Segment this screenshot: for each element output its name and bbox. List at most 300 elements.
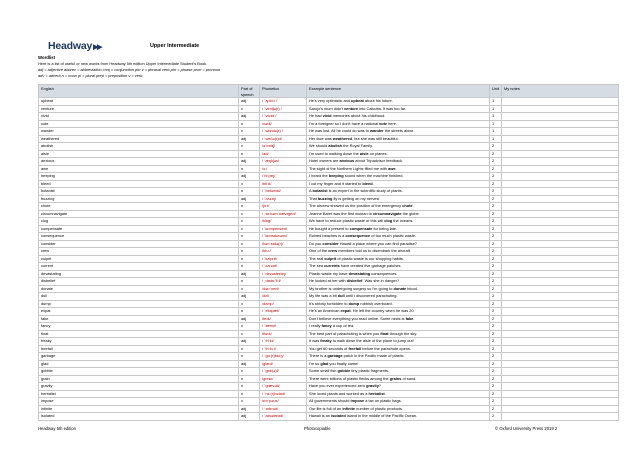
table-row <box>39 368 619 376</box>
example-text: A <box>309 188 313 194</box>
cell-example-sentence <box>307 113 490 121</box>
example-keyword: wander <box>370 128 384 134</box>
table-row <box>39 360 619 368</box>
example-text: Hotel owners are <box>309 158 340 164</box>
example-keyword: freaky <box>320 338 332 344</box>
cell-my-notes <box>502 270 619 278</box>
intro-block <box>38 55 618 79</box>
table-row <box>39 308 619 316</box>
table-row <box>39 98 619 106</box>
cell-example-sentence <box>307 278 490 286</box>
cell-unit: 2 <box>490 405 502 413</box>
example-text: the oceans. <box>392 218 414 224</box>
cell-my-notes <box>502 113 619 121</box>
cell-english-word: impose <box>39 398 239 406</box>
cell-my-notes <box>502 323 619 331</box>
cell-phonetics: / ˌdɪsbɪˈliːf/ <box>260 278 307 286</box>
example-text: One of the <box>309 248 329 254</box>
col-header-my-notes: My notes <box>502 85 619 98</box>
cell-example-sentence <box>307 330 490 338</box>
cell-phonetics: / ˈweðə(r)d/ <box>260 135 307 143</box>
example-text: into Calcutta. It was too far. <box>358 105 407 111</box>
col-header-example-sentence: Example sentence <box>307 85 490 98</box>
cell-my-notes <box>502 225 619 233</box>
cell-unit: 2 <box>490 293 502 301</box>
cell-part-of-speech: adj <box>239 173 260 181</box>
cell-phonetics: /dəʊˈneɪt/ <box>260 285 307 293</box>
example-text: members told us to disembark the aircraft. <box>337 248 411 254</box>
cell-unit: 2 <box>490 383 502 391</box>
cell-english-word: expat <box>39 308 239 316</box>
table-row <box>39 383 619 391</box>
example-keyword: donate <box>393 285 407 291</box>
cell-unit: 1 <box>490 128 502 136</box>
cell-part-of-speech: v <box>239 330 260 338</box>
cell-example-sentence <box>307 405 490 413</box>
cell-english-word: donate <box>39 285 239 293</box>
example-text: consequences. <box>370 270 398 276</box>
cell-english-word: glad <box>39 360 239 368</box>
example-keyword: isolated <box>331 413 346 419</box>
cell-phonetics: / ˈɡɑː(r)bɪdʒ/ <box>260 353 307 361</box>
example-keyword: vote <box>379 120 388 126</box>
example-keyword: garbage <box>327 353 343 359</box>
cell-example-sentence <box>307 293 490 301</box>
cell-my-notes <box>502 353 619 361</box>
cell-english-word: weathered <box>39 135 239 143</box>
table-row <box>39 240 619 248</box>
cell-example-sentence <box>307 255 490 263</box>
cell-unit: 2 <box>490 278 502 286</box>
table-row <box>39 285 619 293</box>
table-row <box>39 375 619 383</box>
example-text: He looked at her with <box>309 278 347 284</box>
example-keyword: impose <box>350 398 365 404</box>
cell-english-word: isolated <box>39 413 239 421</box>
example-keyword: dump <box>348 300 360 306</box>
cell-unit: 2 <box>490 218 502 226</box>
example-text: . <box>384 390 386 396</box>
table-row <box>39 323 619 331</box>
cell-part-of-speech: adj <box>239 413 260 421</box>
cell-english-word: vote <box>39 120 239 128</box>
cell-unit: 2 <box>490 285 502 293</box>
example-keyword: botanist <box>312 188 328 194</box>
abbreviations-line-1: adj = adjective abbrev = abbreviation conj = conjunction phr v = phrasal verb phr = phrase pron = pronoun <box>38 67 221 73</box>
cell-my-notes <box>502 308 619 316</box>
example-text: , but she was still beautiful. <box>352 135 399 141</box>
example-text: It's strictly forbidden to <box>309 300 349 306</box>
cell-example-sentence <box>307 248 490 256</box>
cell-english-word: chute <box>39 203 239 211</box>
cell-part-of-speech: v <box>239 368 260 376</box>
example-text: for being late. <box>372 225 398 231</box>
example-text: He's an American <box>309 308 341 314</box>
cell-unit: 2 <box>490 143 502 151</box>
table-row <box>39 278 619 286</box>
example-text: . <box>395 165 397 171</box>
cell-unit: 1 <box>490 120 502 128</box>
cell-english-word: current <box>39 263 239 271</box>
cell-english-word: fake <box>39 315 239 323</box>
cell-unit: 2 <box>490 180 502 188</box>
table-row <box>39 105 619 113</box>
cell-phonetics: /ɡreɪn/ <box>260 375 307 383</box>
cell-part-of-speech: adj <box>239 293 260 301</box>
cell-my-notes <box>502 330 619 338</box>
cell-part-of-speech: adj <box>239 315 260 323</box>
example-keyword: dull <box>337 293 345 299</box>
cell-part-of-speech: v <box>239 210 260 218</box>
table-row <box>39 270 619 278</box>
cell-english-word: herbalist <box>39 390 239 398</box>
cell-my-notes <box>502 255 619 263</box>
document-header <box>38 40 618 52</box>
table-row <box>39 263 619 271</box>
cell-example-sentence <box>307 375 490 383</box>
cell-phonetics: /ɔː/ <box>260 165 307 173</box>
example-text: I really <box>309 323 322 329</box>
cell-phonetics: / ˈɪnfɪnət/ <box>260 405 307 413</box>
cell-english-word: fancy <box>39 323 239 331</box>
wordlist-table-body <box>39 98 619 421</box>
cell-example-sentence <box>307 173 490 181</box>
cell-part-of-speech: n <box>239 278 260 286</box>
example-text: Her face was <box>309 135 333 141</box>
cell-part-of-speech: adj <box>239 405 260 413</box>
example-text: He was lost. All he could do was to <box>309 128 370 134</box>
cell-unit: 1 <box>490 135 502 143</box>
cell-english-word: grain <box>39 375 239 383</box>
example-text: I'm a foreigner so I don't have a national <box>309 120 380 126</box>
example-keyword: circumnavigate <box>373 210 402 216</box>
cell-example-sentence <box>307 323 490 331</box>
example-text: of too much plastic waste. <box>370 233 417 239</box>
example-text: We have to reduce plastic waste or this will <box>309 218 385 224</box>
cell-part-of-speech: n <box>239 263 260 271</box>
cell-part-of-speech: n <box>239 345 260 353</box>
cell-example-sentence <box>307 240 490 248</box>
example-text: about Tripadvisor feedback. <box>354 158 404 164</box>
cell-english-word: culprit <box>39 255 239 263</box>
table-row <box>39 315 619 323</box>
table-row <box>39 143 619 151</box>
example-text: It was <box>309 338 321 344</box>
footer-photocopiable: Photocopiable <box>304 426 331 431</box>
cell-phonetics: /fləʊt/ <box>260 330 307 338</box>
cell-english-word: gobble <box>39 368 239 376</box>
cell-phonetics: / ˈvɪvɪd / <box>260 113 307 121</box>
example-text: All governments should <box>309 398 351 404</box>
example-keyword: vivid <box>322 113 332 119</box>
headway-logo: Headway▶▶ <box>48 40 101 52</box>
table-row <box>39 413 619 421</box>
cell-example-sentence <box>307 180 490 188</box>
cell-unit: 2 <box>490 360 502 368</box>
cell-unit: 2 <box>490 233 502 241</box>
cell-english-word: garbage <box>39 353 239 361</box>
cell-part-of-speech: v <box>239 240 260 248</box>
table-header-row <box>39 85 619 98</box>
example-keyword: bleed <box>362 180 373 186</box>
col-header-part-of-speech: Part of speech <box>239 85 260 98</box>
cell-my-notes <box>502 135 619 143</box>
cell-example-sentence <box>307 225 490 233</box>
cell-phonetics: / ˈwɒndə(r) / <box>260 128 307 136</box>
cell-phonetics: / ˈʌpbiːt / <box>260 98 307 106</box>
example-text: Hawaii a place where you can find paradise? <box>338 240 417 246</box>
example-text: sound when the machine finished. <box>343 173 404 179</box>
cell-unit: 1 <box>490 113 502 121</box>
cell-part-of-speech: adj <box>239 135 260 143</box>
example-text: . Was she in danger? <box>362 278 400 284</box>
cell-part-of-speech: adj <box>239 338 260 346</box>
example-text: of sand. <box>401 375 417 381</box>
cell-example-sentence <box>307 383 490 391</box>
cell-example-sentence <box>307 210 490 218</box>
cell-english-word: anxious <box>39 158 239 166</box>
cell-example-sentence <box>307 158 490 166</box>
cell-part-of-speech: n <box>239 255 260 263</box>
cell-phonetics: / ˈkɒmpenseɪt/ <box>260 225 307 233</box>
example-keyword: beeping <box>328 173 344 179</box>
cell-unit: 2 <box>490 173 502 181</box>
cell-part-of-speech: n <box>239 390 260 398</box>
example-text: . He left the country when he was 20. <box>350 308 415 314</box>
cell-example-sentence <box>307 353 490 361</box>
cell-unit: 2 <box>490 300 502 308</box>
cell-my-notes <box>502 173 619 181</box>
cell-english-word: awe <box>39 165 239 173</box>
example-keyword: herbalist <box>368 390 385 396</box>
cell-example-sentence <box>307 263 490 271</box>
example-text: ? <box>378 383 382 389</box>
cell-my-notes <box>502 150 619 158</box>
cell-phonetics: /ɡlæd/ <box>260 360 307 368</box>
cell-phonetics: / ˈfriːki/ <box>260 338 307 346</box>
cell-example-sentence <box>307 150 490 158</box>
cell-english-word: wander <box>39 128 239 136</box>
cell-part-of-speech: v <box>239 218 260 226</box>
col-header-phonetics: Phonetics <box>260 85 307 98</box>
example-keyword: fancy <box>321 323 332 329</box>
wordlist-description: Here is a list of useful or new words from Headway 5th edition Upper Intermediate Student's Book. <box>38 61 208 67</box>
cell-example-sentence <box>307 398 490 406</box>
cell-part-of-speech: adj <box>239 360 260 368</box>
cell-my-notes <box>502 210 619 218</box>
example-text: fly is getting on my nerves! <box>332 195 380 201</box>
cell-unit: 2 <box>490 150 502 158</box>
cell-english-word: buzzing <box>39 195 239 203</box>
cell-phonetics: /feɪk/ <box>260 315 307 323</box>
cell-unit: 2 <box>490 203 502 211</box>
cell-example-sentence <box>307 135 490 143</box>
double-arrow-icon: ▶▶ <box>93 44 101 51</box>
example-keyword: chute <box>402 203 413 209</box>
cell-english-word: devastating <box>39 270 239 278</box>
table-row <box>39 248 619 256</box>
cell-my-notes <box>502 165 619 173</box>
example-text: Hawaii is an <box>309 413 332 419</box>
cell-english-word: consider <box>39 240 239 248</box>
cell-example-sentence <box>307 195 490 203</box>
example-text: is an expert in the scientific study of plants. <box>327 188 403 194</box>
example-keyword: fake <box>405 315 414 321</box>
example-keyword: gobble <box>337 368 351 374</box>
example-text: He's very optimistic and <box>309 98 352 104</box>
cell-phonetics: / ˈhɜː(r)bəlɪst/ <box>260 390 307 398</box>
cell-english-word: crew <box>39 248 239 256</box>
example-text: I cut my finger and it started to <box>309 180 363 186</box>
example-text: You get 60 seconds of <box>309 345 349 351</box>
cell-my-notes <box>502 315 619 323</box>
example-text: There were billions of plastic flecks among the <box>309 375 390 381</box>
example-text: The best part of parachuting is when you <box>309 330 381 336</box>
cell-english-word: venture <box>39 105 239 113</box>
table-row <box>39 233 619 241</box>
cell-my-notes <box>502 285 619 293</box>
cell-my-notes <box>502 128 619 136</box>
example-text: patch in the Pacific made of plastic. <box>342 353 405 359</box>
cell-example-sentence <box>307 188 490 196</box>
cell-my-notes <box>502 143 619 151</box>
cell-part-of-speech: v <box>239 300 260 308</box>
example-keyword: freefall <box>348 345 362 351</box>
cell-part-of-speech: adj <box>239 113 260 121</box>
example-keyword: currents <box>324 263 340 269</box>
cell-part-of-speech: v <box>239 323 260 331</box>
cell-english-word: aisle <box>39 150 239 158</box>
cell-unit: 2 <box>490 308 502 316</box>
cell-english-word: dump <box>39 300 239 308</box>
example-keyword: abolish <box>328 143 343 149</box>
example-text: I heard the <box>309 173 329 179</box>
cell-example-sentence <box>307 345 490 353</box>
example-text: on planes. <box>368 150 388 156</box>
cell-unit: 1 <box>490 98 502 106</box>
table-row <box>39 345 619 353</box>
example-text: . <box>413 315 415 321</box>
cell-phonetics: / ˈkʌlprɪt/ <box>260 255 307 263</box>
example-text: the streets alone. <box>383 128 415 134</box>
cell-unit: 2 <box>490 353 502 361</box>
cell-my-notes <box>502 158 619 166</box>
table-row <box>39 195 619 203</box>
cell-english-word: consequence <box>39 233 239 241</box>
cell-part-of-speech: v <box>239 180 260 188</box>
cell-phonetics: /vəʊt/ <box>260 120 307 128</box>
cell-part-of-speech: adj <box>239 98 260 106</box>
example-keyword: upbeat <box>351 98 364 104</box>
cell-unit: 2 <box>490 375 502 383</box>
cell-phonetics: /kənˈsɪdə(r)/ <box>260 240 307 248</box>
table-row <box>39 120 619 128</box>
example-text: a tax on plastic bags. <box>364 398 402 404</box>
example-text: The real <box>309 255 325 261</box>
cell-my-notes <box>502 248 619 256</box>
example-text: island in the middle of the Pacific Ocean. <box>345 413 418 419</box>
cell-my-notes <box>502 345 619 353</box>
table-row <box>39 405 619 413</box>
example-keyword: glad <box>320 360 329 366</box>
cell-unit: 2 <box>490 225 502 233</box>
cell-english-word: circumnavigate <box>39 210 239 218</box>
example-text: of plastic waste is our shopping habits. <box>336 255 404 261</box>
cell-phonetics: / ˈæŋkʃəs/ <box>260 158 307 166</box>
cell-part-of-speech: n <box>239 120 260 128</box>
cell-unit: 2 <box>490 158 502 166</box>
cell-example-sentence <box>307 308 490 316</box>
table-row <box>39 203 619 211</box>
cell-phonetics: / ˈdevəsteɪtɪŋ/ <box>260 270 307 278</box>
cell-part-of-speech: n <box>239 188 260 196</box>
example-keyword: float <box>380 330 389 336</box>
cell-example-sentence <box>307 233 490 241</box>
cell-unit: 2 <box>490 345 502 353</box>
cell-example-sentence <box>307 315 490 323</box>
cell-english-word: float <box>39 330 239 338</box>
cell-phonetics: / ˈfriːfɔːl/ <box>260 345 307 353</box>
cell-english-word: upbeat <box>39 98 239 106</box>
example-text: about his future. <box>363 98 393 104</box>
cell-example-sentence <box>307 270 490 278</box>
example-keyword: crew <box>328 248 338 254</box>
cell-unit: 1 <box>490 105 502 113</box>
cell-example-sentence <box>307 338 490 346</box>
table-row <box>39 218 619 226</box>
cell-example-sentence <box>307 120 490 128</box>
cell-english-word: bleed <box>39 180 239 188</box>
example-text: here. <box>387 120 397 126</box>
abbreviations-line-2: adv = adverb n = noun pl = plural prep = preposition v = verb <box>38 73 143 79</box>
cell-unit: 2 <box>490 240 502 248</box>
cell-example-sentence <box>307 203 490 211</box>
example-text: . <box>412 203 414 209</box>
cell-my-notes <box>502 263 619 271</box>
cell-unit: 2 <box>490 188 502 196</box>
wordlist-table <box>38 84 619 421</box>
cell-unit: 2 <box>490 413 502 421</box>
cell-english-word: freefall <box>39 345 239 353</box>
example-text: blood. <box>406 285 418 291</box>
cell-my-notes <box>502 188 619 196</box>
cell-phonetics: /dʌmp/ <box>260 300 307 308</box>
cell-my-notes <box>502 278 619 286</box>
table-row <box>39 353 619 361</box>
cell-phonetics: /ʃuːt/ <box>260 203 307 211</box>
cell-unit: 2 <box>490 270 502 278</box>
table-row <box>39 188 619 196</box>
cell-my-notes <box>502 398 619 406</box>
cell-my-notes <box>502 375 619 383</box>
cell-part-of-speech: n <box>239 353 260 361</box>
cell-phonetics: / ˈbʌzɪŋ/ <box>260 195 307 203</box>
example-text: The aircrew showed us the position of the emergency <box>309 203 403 209</box>
cell-part-of-speech: adj <box>239 158 260 166</box>
example-text: Sarojo's mum didn't <box>309 105 345 111</box>
cell-part-of-speech: v <box>239 143 260 151</box>
cell-example-sentence <box>307 413 490 421</box>
cell-english-word: abolish <box>39 143 239 151</box>
example-text: Our life is full of an <box>309 405 343 411</box>
cell-unit: 2 <box>490 368 502 376</box>
table-row <box>39 338 619 346</box>
cell-phonetics: / ˈkʌrənt/ <box>260 263 307 271</box>
example-text: Don't believe everything you read online. Some news is <box>309 315 406 321</box>
cell-phonetics: / ˈfænsi/ <box>260 323 307 331</box>
example-text: The sight of the Northern Lights filled me with <box>309 165 389 171</box>
example-text: Do you <box>309 240 323 246</box>
